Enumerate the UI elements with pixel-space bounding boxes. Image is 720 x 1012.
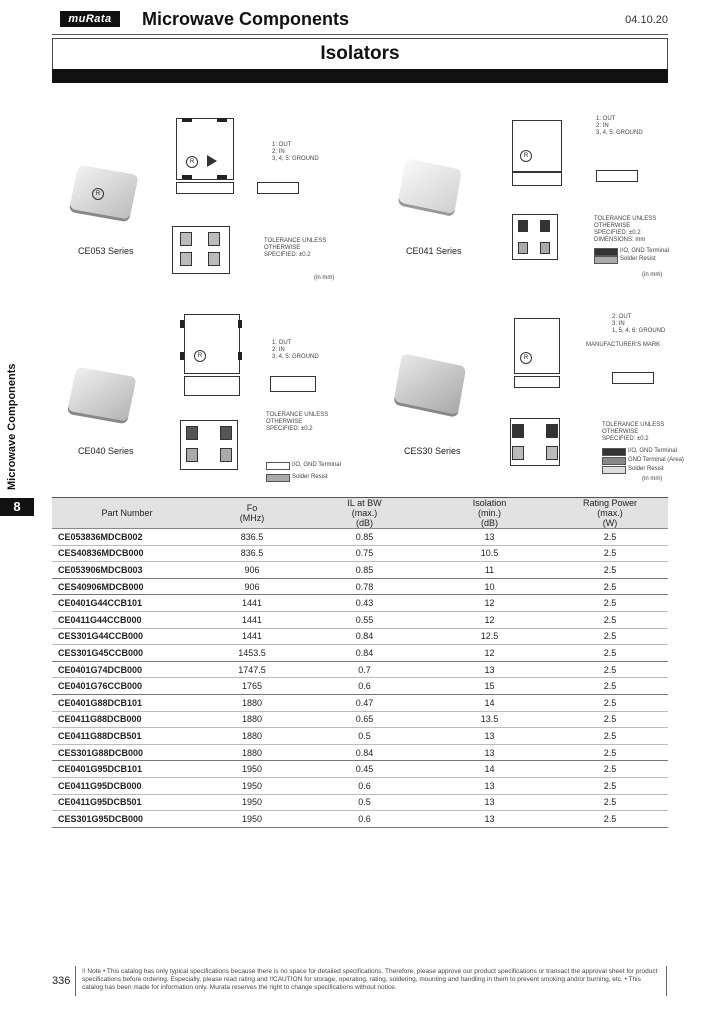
cell-rating-power: 2.5 xyxy=(552,794,668,811)
cell-rating-power: 2.5 xyxy=(552,611,668,628)
ces30-legend-terminal: I/O, GND Terminal xyxy=(628,448,677,454)
cell-part-number: CES301G88DCB000 xyxy=(52,744,202,761)
ce040-legend-terminal-swatch xyxy=(266,462,290,470)
ce053-photo xyxy=(69,165,138,220)
cell-il: 0.78 xyxy=(302,578,427,595)
ce040-pad xyxy=(180,320,184,328)
ce040-photo xyxy=(67,367,136,422)
col-header-rating-power: Rating Power (max.) (W) xyxy=(552,498,668,529)
ce053-land xyxy=(180,252,192,266)
ce053-end-view xyxy=(257,182,299,194)
cell-rating-power: 2.5 xyxy=(552,595,668,612)
cell-fo: 1441 xyxy=(202,628,302,645)
ce053-unit-text: (in mm) xyxy=(314,275,335,281)
ce041-land xyxy=(518,220,528,232)
col-header-fo: Fo (MHz) xyxy=(202,498,302,529)
ces30-legend-resist-swatch xyxy=(602,466,626,474)
ce040-pad xyxy=(238,320,242,328)
ce053-pin-text: 1: OUT 2: IN 3, 4, 5: GROUND xyxy=(272,142,319,162)
ce041-photo xyxy=(398,158,462,214)
title-bar xyxy=(52,69,668,83)
issue-date: 04.10.20 xyxy=(625,14,668,26)
cell-rating-power: 2.5 xyxy=(552,645,668,662)
cell-fo: 1880 xyxy=(202,728,302,745)
ce053-pad xyxy=(182,118,192,122)
cell-il: 0.85 xyxy=(302,529,427,546)
table-row xyxy=(52,761,668,778)
cell-part-number: CE0401G74DCB000 xyxy=(52,661,202,678)
ce041-mark-icon: R xyxy=(520,150,532,162)
ce040-land xyxy=(186,426,198,440)
ce040-side-view xyxy=(184,376,240,396)
cell-fo: 1747.5 xyxy=(202,661,302,678)
cell-rating-power: 2.5 xyxy=(552,811,668,828)
ce040-series-label: CE040 Series xyxy=(78,446,134,456)
ce053-land xyxy=(208,232,220,246)
ce041-pin-text: 1: OUT 2: IN 3, 4, 5: GROUND xyxy=(596,116,643,136)
table-row xyxy=(52,645,668,662)
ce041-legend-resist: Solder Resist xyxy=(620,256,656,262)
ce041-land xyxy=(540,242,550,254)
cell-fo: 1441 xyxy=(202,595,302,612)
ces30-land xyxy=(512,446,524,460)
footer-note: !! Note • This catalog has only typical specifications because there is no space for detailed specifications. Therefore, please approve our product specifications or transact the approval sheet for product specifications before ordering. Especially, please read rating and !!CAUTION for storage, operating, rating, soldering, mounting and handling in them to prevent smoking and/or burning, etc. • This catalog has been made for information only. Murata reserves the right to change specifications without notice. xyxy=(82,968,658,991)
table-row xyxy=(52,694,668,711)
cell-part-number: CE053906MDCB003 xyxy=(52,562,202,579)
cell-isolation: 13 xyxy=(427,728,552,745)
ce040-land xyxy=(186,448,198,462)
cell-rating-power: 2.5 xyxy=(552,562,668,579)
table-row xyxy=(52,678,668,695)
cell-part-number: CE0411G88DCB000 xyxy=(52,711,202,728)
cell-part-number: CE0401G44CCB101 xyxy=(52,595,202,612)
cell-rating-power: 2.5 xyxy=(552,744,668,761)
ce053-land xyxy=(180,232,192,246)
table-row xyxy=(52,611,668,628)
ce040-tolerance-text: TOLERANCE UNLESS OTHERWISE SPECIFIED: ±0.2 xyxy=(266,412,329,432)
ce041-legend-resist-swatch xyxy=(594,256,618,264)
cell-rating-power: 2.5 xyxy=(552,728,668,745)
footer-divider-right xyxy=(666,966,667,996)
ce041-side-view xyxy=(512,172,562,186)
cell-part-number: CES40836MDCB000 xyxy=(52,545,202,562)
ces30-end-view xyxy=(612,372,654,384)
page-header xyxy=(52,8,668,32)
ces30-legend-gnd: GND Terminal (Area) xyxy=(628,457,684,463)
cell-isolation: 13 xyxy=(427,811,552,828)
cell-part-number: CE0401G88DCB101 xyxy=(52,694,202,711)
cell-part-number: CE0401G95DCB101 xyxy=(52,761,202,778)
cell-il: 0.55 xyxy=(302,611,427,628)
cell-rating-power: 2.5 xyxy=(552,628,668,645)
cell-isolation: 10 xyxy=(427,578,552,595)
cell-rating-power: 2.5 xyxy=(552,578,668,595)
side-tab-label: Microwave Components xyxy=(6,363,18,490)
cell-fo: 1880 xyxy=(202,711,302,728)
figure-ce053 xyxy=(52,100,352,290)
cell-fo: 906 xyxy=(202,578,302,595)
cell-isolation: 11 xyxy=(427,562,552,579)
cell-fo: 1880 xyxy=(202,694,302,711)
cell-isolation: 10.5 xyxy=(427,545,552,562)
cell-fo: 1950 xyxy=(202,811,302,828)
cell-part-number: CE0401G76CCB000 xyxy=(52,678,202,695)
ce041-land xyxy=(518,242,528,254)
ce041-legend-terminal: I/O, GND Terminal xyxy=(620,248,669,254)
ce053-mark-icon: R xyxy=(186,156,198,168)
ce040-legend-terminal: I/O, GND Terminal xyxy=(292,462,341,468)
ce053-photo-mark: R xyxy=(92,188,104,200)
ce040-legend-resist-swatch xyxy=(266,474,290,482)
cell-fo: 906 xyxy=(202,562,302,579)
murata-logo: muRata xyxy=(60,11,120,27)
cell-rating-power: 2.5 xyxy=(552,694,668,711)
ce040-land xyxy=(220,448,232,462)
ces30-land xyxy=(546,446,558,460)
cell-il: 0.84 xyxy=(302,744,427,761)
ces30-land xyxy=(512,424,524,438)
cell-fo: 1453.5 xyxy=(202,645,302,662)
header-divider xyxy=(52,34,668,35)
ces30-legend-resist: Solder Resist xyxy=(628,466,664,472)
cell-isolation: 12 xyxy=(427,611,552,628)
cell-fo: 1880 xyxy=(202,744,302,761)
table-row xyxy=(52,811,668,828)
ce040-top-view xyxy=(184,314,240,374)
ces30-manufacturer-mark: MANUFACTURER'S MARK xyxy=(586,342,661,348)
cell-isolation: 13 xyxy=(427,661,552,678)
ce053-land xyxy=(208,252,220,266)
ce040-pad xyxy=(180,352,184,360)
page-number: 336 xyxy=(52,975,71,987)
cell-il: 0.85 xyxy=(302,562,427,579)
ces30-legend-terminal-swatch xyxy=(602,448,626,456)
table-row xyxy=(52,728,668,745)
cell-rating-power: 2.5 xyxy=(552,545,668,562)
cell-part-number: CE0411G44CCB000 xyxy=(52,611,202,628)
page-title: Isolators xyxy=(52,38,668,69)
ce053-tolerance-text: TOLERANCE UNLESS OTHERWISE SPECIFIED: ±0.2 xyxy=(264,238,327,258)
ce041-end-view xyxy=(596,170,638,182)
cell-il: 0.84 xyxy=(302,628,427,645)
ce040-end-view xyxy=(270,376,316,392)
cell-il: 0.6 xyxy=(302,777,427,794)
cell-il: 0.84 xyxy=(302,645,427,662)
ce041-tolerance-text: TOLERANCE UNLESS OTHERWISE SPECIFIED: ±0.2 DIMENSIONS: mm xyxy=(594,216,657,243)
ce040-land xyxy=(220,426,232,440)
ce041-unit-text: (in mm) xyxy=(642,272,663,278)
ces30-side-view xyxy=(514,376,560,388)
table-row xyxy=(52,578,668,595)
cell-il: 0.47 xyxy=(302,694,427,711)
section-title: Microwave Components xyxy=(142,9,350,29)
ce053-side-view xyxy=(176,182,234,194)
cell-isolation: 14 xyxy=(427,694,552,711)
ces30-unit-text: (in mm) xyxy=(642,476,663,482)
spec-table xyxy=(52,497,668,828)
ce041-top-view xyxy=(512,120,562,172)
table-row xyxy=(52,545,668,562)
ce040-legend-resist: Solder Resist xyxy=(292,474,328,480)
table-row xyxy=(52,529,668,546)
cell-isolation: 12.5 xyxy=(427,628,552,645)
table-row xyxy=(52,777,668,794)
ce041-legend-terminal-swatch xyxy=(594,248,618,256)
ce041-land xyxy=(540,220,550,232)
cell-il: 0.6 xyxy=(302,678,427,695)
cell-isolation: 13 xyxy=(427,794,552,811)
cell-part-number: CES40906MDCB000 xyxy=(52,578,202,595)
table-row xyxy=(52,595,668,612)
cell-isolation: 13 xyxy=(427,744,552,761)
cell-il: 0.5 xyxy=(302,728,427,745)
table-row xyxy=(52,661,668,678)
cell-fo: 1950 xyxy=(202,794,302,811)
figure-ces30 xyxy=(380,300,684,490)
side-tab-number: 8 xyxy=(0,498,34,516)
ce053-pad xyxy=(217,118,227,122)
cell-part-number: CE0411G95DCB501 xyxy=(52,794,202,811)
cell-fo: 836.5 xyxy=(202,529,302,546)
cell-il: 0.75 xyxy=(302,545,427,562)
table-row xyxy=(52,562,668,579)
ce041-series-label: CE041 Series xyxy=(406,246,462,256)
cell-rating-power: 2.5 xyxy=(552,678,668,695)
cell-il: 0.6 xyxy=(302,811,427,828)
cell-il: 0.7 xyxy=(302,661,427,678)
cell-fo: 1950 xyxy=(202,761,302,778)
ces30-series-label: CES30 Series xyxy=(404,446,461,456)
cell-fo: 836.5 xyxy=(202,545,302,562)
figure-ce041 xyxy=(380,100,670,290)
ce053-pad xyxy=(182,175,192,179)
triangle-icon xyxy=(207,155,217,167)
cell-part-number: CE0411G95DCB000 xyxy=(52,777,202,794)
ces30-photo xyxy=(394,353,466,415)
cell-rating-power: 2.5 xyxy=(552,777,668,794)
cell-isolation: 15 xyxy=(427,678,552,695)
ce040-mark-icon: R xyxy=(194,350,206,362)
ce040-pad xyxy=(238,352,242,360)
cell-part-number: CE0411G88DCB501 xyxy=(52,728,202,745)
cell-rating-power: 2.5 xyxy=(552,529,668,546)
cell-rating-power: 2.5 xyxy=(552,661,668,678)
cell-fo: 1765 xyxy=(202,678,302,695)
cell-il: 0.45 xyxy=(302,761,427,778)
cell-rating-power: 2.5 xyxy=(552,761,668,778)
cell-rating-power: 2.5 xyxy=(552,711,668,728)
ces30-land xyxy=(546,424,558,438)
col-header-isolation: Isolation (min.) (dB) xyxy=(427,498,552,529)
table-row xyxy=(52,744,668,761)
ce040-pin-text: 1: OUT 2: IN 3, 4, 5: GROUND xyxy=(272,340,319,360)
footer-divider-left xyxy=(75,966,76,996)
cell-fo: 1950 xyxy=(202,777,302,794)
cell-il: 0.65 xyxy=(302,711,427,728)
cell-isolation: 12 xyxy=(427,595,552,612)
cell-il: 0.5 xyxy=(302,794,427,811)
ces30-mark-icon: R xyxy=(520,352,532,364)
col-header-part-number: Part Number xyxy=(52,498,202,529)
cell-il: 0.43 xyxy=(302,595,427,612)
cell-isolation: 13.5 xyxy=(427,711,552,728)
ces30-tolerance-text: TOLERANCE UNLESS OTHERWISE SPECIFIED: ±0.2 xyxy=(602,422,665,442)
ce053-pad xyxy=(217,175,227,179)
cell-part-number: CES301G44CCB000 xyxy=(52,628,202,645)
table-header-row xyxy=(52,498,668,529)
cell-fo: 1441 xyxy=(202,611,302,628)
table-row xyxy=(52,794,668,811)
cell-isolation: 13 xyxy=(427,529,552,546)
table-row xyxy=(52,628,668,645)
table-row xyxy=(52,711,668,728)
cell-isolation: 12 xyxy=(427,645,552,662)
ces30-legend-gnd-swatch xyxy=(602,457,626,465)
cell-isolation: 13 xyxy=(427,777,552,794)
figure-ce040 xyxy=(52,300,352,490)
ce053-series-label: CE053 Series xyxy=(78,246,134,256)
col-header-il: IL at BW (max.) (dB) xyxy=(302,498,427,529)
cell-part-number: CE053836MDCB002 xyxy=(52,529,202,546)
ces30-top-view xyxy=(514,318,560,374)
cell-isolation: 14 xyxy=(427,761,552,778)
ce053-top-view xyxy=(176,118,234,180)
cell-part-number: CES301G45CCB000 xyxy=(52,645,202,662)
cell-part-number: CES301G95DCB000 xyxy=(52,811,202,828)
ces30-pin-text: 2: OUT 3: IN 1, 5, 4, 6: GROUND xyxy=(612,314,666,334)
